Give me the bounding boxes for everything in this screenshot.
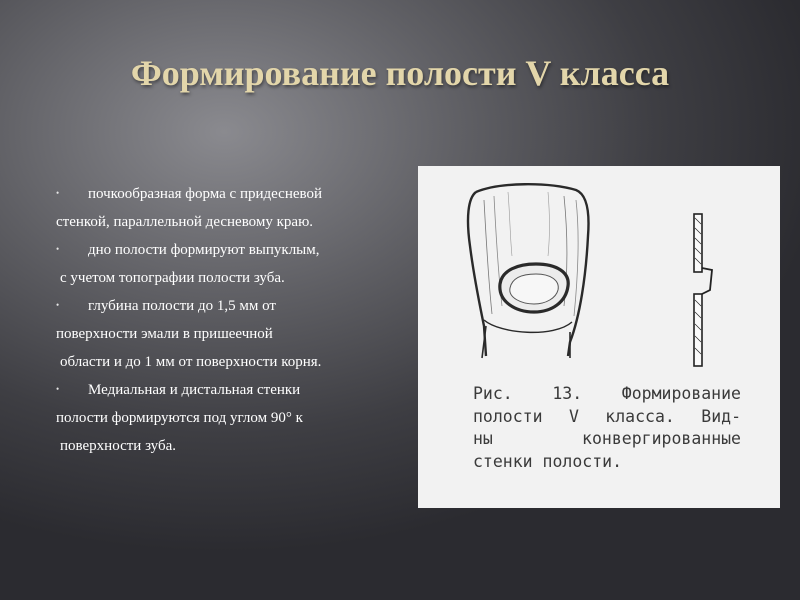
bullet-marker: • — [56, 244, 60, 254]
bullet-3-line-1: глубина полости до 1,5 мм от — [88, 298, 276, 314]
caption-line-1: Рис. 13. Формирование — [473, 384, 741, 403]
bullet-4-line-3: поверхности зуба. — [60, 438, 177, 454]
caption-line-4: стенки полости. — [473, 451, 623, 471]
tooth-drawing — [468, 184, 589, 358]
bullet-3-line-3: области и до 1 мм от поверхности корня. — [60, 354, 322, 370]
bullet-4-line-2: полости формируются под углом 90° к — [56, 410, 303, 426]
bullet-2-line-2: с учетом топографии полости зуба. — [60, 270, 285, 286]
bullet-4-line-1: Медиальная и дистальная стенки — [88, 382, 301, 398]
caption-line-3: ны конвергированные — [473, 429, 741, 448]
bullet-1-line-1: почкообразная форма с придесневой — [88, 186, 323, 202]
caption-line-2: полости V класса. Вид- — [473, 406, 741, 426]
slide-title: Формирование полости V класса — [130, 53, 670, 93]
bullet-3-line-2: поверхности эмали в пришеечной — [56, 326, 273, 342]
cavity-profile-drawing — [694, 214, 712, 366]
bullet-marker: • — [56, 300, 60, 310]
bullet-2-line-1: дно полости формируют выпуклым, — [88, 242, 320, 258]
figure-caption — [473, 383, 741, 473]
bullet-1-line-2: стенкой, параллельной десневому краю. — [56, 214, 314, 230]
figure-13 — [418, 166, 780, 508]
bullet-marker: • — [56, 384, 60, 394]
bullet-marker: • — [56, 188, 60, 198]
